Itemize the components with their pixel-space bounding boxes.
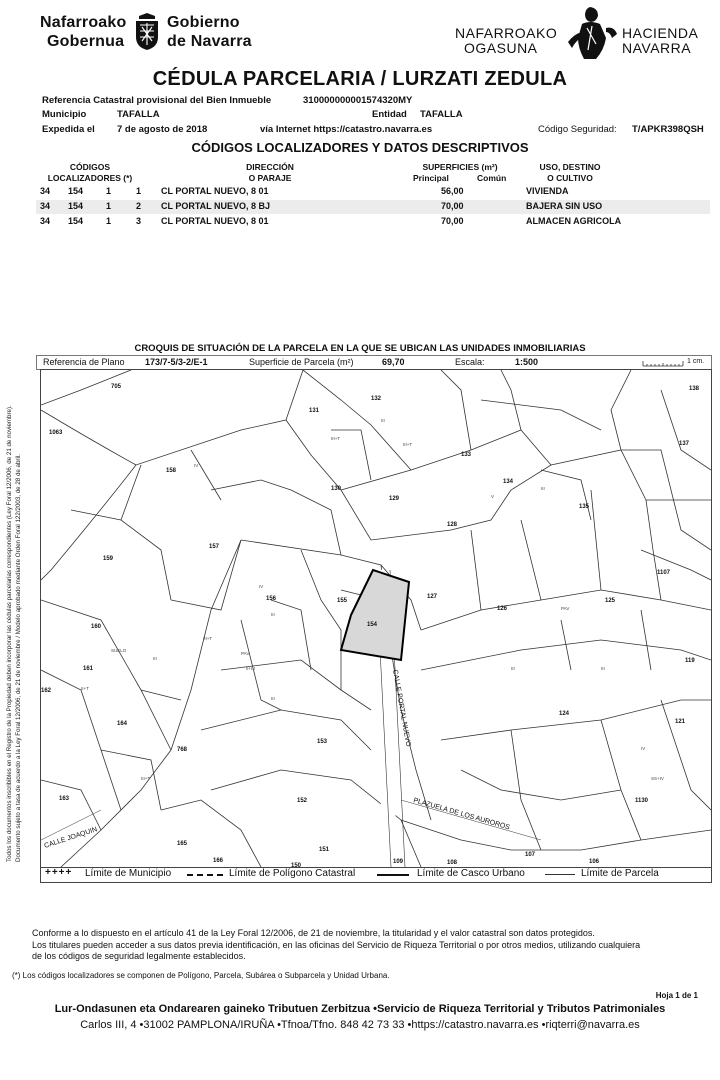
cell-parcela: 154 [68,216,84,226]
cell-poligono: 34 [40,201,51,211]
logo-text: OGASUNA [464,40,538,56]
note-line: Conforme a lo dispuesto en el artículo 41 de la Ley Foral 12/2006, de 21 de noviembre, la titularidad y el valor catastral son datos protegidos. [32,928,595,938]
svg-text:III: III [381,418,385,423]
svg-text:II+T: II+T [81,686,89,691]
cell-unidad: 2 [136,201,142,211]
parcel-label: 153 [317,739,328,745]
col-header-superficies [405,162,515,184]
map-legend [40,867,712,883]
street-label: CALLE PORTAL NUEVO [391,669,412,748]
svg-text:III+T: III+T [141,776,151,781]
svg-text:IV: IV [194,463,199,468]
logo-text: HACIENDA [622,25,699,41]
parcel-label: 129 [389,496,400,502]
hacienda-figure-icon [560,4,620,62]
ref-plano-value: 173/7-5/3-2/E-1 [145,357,208,367]
parcel-label: 166 [213,858,224,864]
parcel-label: 150 [291,863,302,867]
footer-contact-line: Carlos III, 4 •31002 PAMPLONA/IRUÑA •Tfnoa/Tfno. 848 42 73 33 •https://catastro.navarra.es •riqterri@navarra.es [80,1019,640,1031]
ref-catastral-value: 310000000001574320MY [303,95,413,106]
table-row [36,200,710,214]
superficie-label: Superficie de Parcela (m²) [249,357,354,367]
logo-text: Nafarroako [40,14,127,31]
parcel-label: 138 [689,386,700,392]
cell-direccion: CL PORTAL NUEVO, 8 01 [161,216,269,226]
parcel-label: 155 [337,598,348,604]
cell-unidad: 1 [136,186,142,196]
municipio-value: TAFALLA [117,109,160,120]
header-text: O PARAJE [248,173,292,183]
escala-value: 1:500 [515,357,539,367]
note-line: Los titulares pueden acceder a sus datos previa identificación, en las oficinas del Servicio de Riqueza Territorial o por otros medios, utilizando cualquiera [32,939,641,950]
map-info-bar [36,355,712,370]
parcel-label: 125 [605,598,616,604]
scale-unit: 1 cm. [687,358,705,365]
parcel-label: 135 [579,504,590,510]
codigo-seguridad-value: T/APKR398QSH [632,124,704,135]
svg-text:III: III [541,486,545,491]
svg-text:SS+IV: SS+IV [651,776,664,781]
footnote: (*) Los códigos localizadores se componen de Polígono, Parcela, Subárea o Subparcela y Unidad Urbana. [12,971,390,980]
note-line: de los códigos de seguridad legalmente establecidos. [32,951,246,961]
parcel-label: 164 [117,721,128,727]
legend-parcela-label: Límite de Parcela [581,868,659,879]
legend-casco-line [377,874,409,876]
via-internet-label: vía Internet https://catastro.navarra.es [260,124,433,135]
side-legal-note: Todos los documentos inscribibles en el Registro de la Propiedad deben incorporar las cédulas parcelarias correspondientes (Ley Foral 12/2006, de 21 de noviembre). Documento sujeto a tasa de acuerdo a la Ley Foral 12/2006, de 21 de noviembre / Modelo aprobado mediante Orden Foral 122/2003, de 28 de abril. [6,405,22,862]
parcel-label: 133 [461,452,472,458]
escala-label: Escala: [455,357,485,367]
parcel-label: 119 [685,658,695,664]
header-text: USO, DESTINO [539,162,601,172]
street-label: PLAZUELA DE LOS AUROROS [412,797,511,832]
parcel-label: 130 [331,486,342,492]
logo-text: NAFARROAKO [455,25,558,41]
parcel-label: 156 [266,596,277,602]
svg-text:II+III: II+III [246,666,255,671]
svg-text:PAV: PAV [241,651,250,656]
parcel-label: 121 [675,719,686,725]
cell-subarea: 1 [106,201,112,211]
svg-text:V: V [491,494,495,499]
svg-text:III+T: III+T [403,442,413,447]
parcel-label: 128 [447,522,458,528]
header-text: LOCALIZADORES (*) [47,173,133,183]
page-number: Hoja 1 de 1 [655,991,698,1000]
cell-parcela: 154 [68,186,84,196]
logo-text: de Navarra [167,33,252,50]
parcel-label: 151 [319,847,330,853]
cell-principal: 70,00 [441,216,464,226]
cell-parcela: 154 [68,201,84,211]
cell-uso: VIVIENDA [526,186,569,196]
parcel-label: 108 [447,860,458,866]
parcel-label: 137 [679,441,690,447]
legend-municipio-label: Límite de Municipio [85,868,172,879]
cell-poligono: 34 [40,216,51,226]
street-label: CALLE JOAQUIN [43,826,99,850]
cell-direccion: CL PORTAL NUEVO, 8 BJ [161,201,271,211]
cell-principal: 56,00 [441,186,464,196]
legend-municipio-symbol: ++++ [45,867,73,878]
gobierno-navarra-logo [40,12,280,58]
svg-text:III: III [601,666,605,671]
cell-unidad: 3 [136,216,142,226]
hacienda-navarra-logo [440,4,700,64]
parcel-label: 131 [309,408,320,414]
header-text: DIRECCIÓN [246,162,294,172]
document-title: CÉDULA PARCELARIA / LURZATI ZEDULA [152,68,568,90]
logo-text: NAVARRA [622,40,692,56]
svg-text:III: III [271,612,275,617]
header-text: SUPERFICIES (m²) [422,162,498,172]
footer-service-line: Lur-Ondasunen eta Ondarearen gaineko Tributuen Zerbitzua •Servicio de Riqueza Territorial y Tributos Patrimoniales [54,1003,666,1015]
svg-text:IV: IV [259,584,264,589]
parcel-label: 165 [177,841,188,847]
municipio-label: Municipio [42,109,87,120]
cell-poligono: 34 [40,186,51,196]
parcel-label: 107 [525,852,536,858]
cell-uso: BAJERA SIN USO [526,201,603,211]
parcel-label: 127 [427,594,438,600]
logo-text: Gobierno [167,14,240,31]
parcel-label: 132 [371,396,382,402]
cell-subarea: 1 [106,216,112,226]
codigo-seguridad-label: Código Seguridad: [538,124,617,135]
header-text: CÓDIGOS [69,162,111,172]
expedida-value: 7 de agosto de 2018 [117,124,208,135]
parcel-label: 157 [209,544,220,550]
table-row [36,185,710,199]
svg-text:IV: IV [641,746,646,751]
scale-bar-icon [642,358,684,367]
parcel-label: 160 [91,624,102,630]
header-text: Común [477,173,507,183]
ref-catastral-label: Referencia Catastral provisional del Bien Inmueble [42,95,272,106]
legal-note [32,928,692,963]
cell-principal: 70,00 [441,201,464,211]
parcel-label: 134 [503,479,514,485]
svg-text:III: III [271,696,275,701]
entidad-label: Entidad [372,109,407,120]
col-header-codigos [40,162,140,184]
parcel-label: 768 [177,747,188,753]
parcel-label: 152 [297,798,308,804]
legend-poligono-line [187,874,223,876]
cadastral-map [40,369,712,868]
parcel-label: 126 [497,606,508,612]
svg-text:SUELO: SUELO [111,648,127,653]
header-text: Principal [413,173,449,183]
section-title: CÓDIGOS LOCALIZADORES Y DATOS DESCRIPTIVOS [191,140,529,155]
parcel-label: 162 [41,688,52,694]
parcel-label: 1107 [657,570,671,576]
cell-direccion: CL PORTAL NUEVO, 8 01 [161,186,269,196]
parcel-label: 124 [559,711,570,717]
legend-poligono-label: Límite de Polígono Catastral [229,868,356,879]
parcel-label: 109 [393,859,404,865]
col-header-uso [520,162,620,184]
parcel-label: 158 [166,468,177,474]
parcel-label: 1063 [49,430,63,436]
parcel-label: 161 [83,666,94,672]
ref-plano-label: Referencia de Plano [43,357,125,367]
svg-text:III: III [511,666,515,671]
parcel-label: 705 [111,384,122,390]
cadastral-map-svg [41,370,711,867]
expedida-label: Expedida el [42,124,95,135]
superficie-value: 69,70 [382,357,405,367]
parcel-label: 1130 [635,798,649,804]
parcel-label: 159 [103,556,114,562]
navarra-shield-icon [133,13,161,51]
parcel-label: 154 [367,622,378,628]
svg-text:III+T: III+T [331,436,341,441]
cell-uso: ALMACEN AGRICOLA [526,216,622,226]
parcel-label: 163 [59,796,70,802]
svg-text:III: III [153,656,157,661]
cell-subarea: 1 [106,186,112,196]
parcel-label: 106 [589,859,600,865]
legend-casco-label: Límite de Casco Urbano [417,868,525,879]
table-row [36,215,710,229]
map-title: CROQUIS DE SITUACIÓN DE LA PARCELA EN LA QUE SE UBICAN LAS UNIDADES INMOBILIARIAS [134,343,586,354]
entidad-value: TAFALLA [420,109,463,120]
col-header-direccion [210,162,330,184]
logo-text: Gobernua [47,33,125,50]
svg-text:III+T: III+T [203,636,213,641]
legend-parcela-line [545,874,575,875]
svg-text:PAV: PAV [561,606,570,611]
header-text: O CULTIVO [547,173,593,183]
